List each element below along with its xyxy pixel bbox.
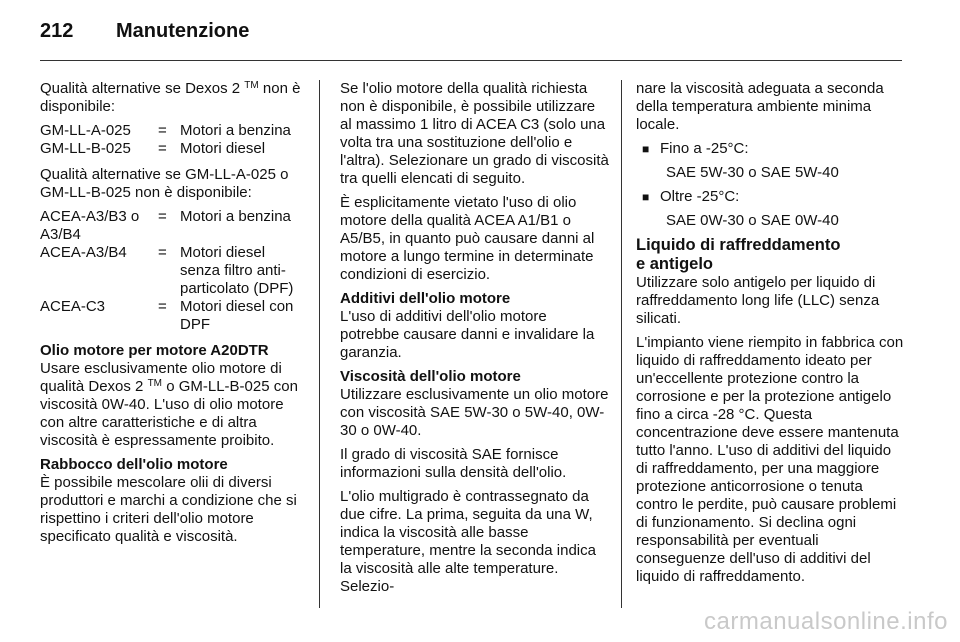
acea-c3-text: Se l'olio motore della qualità richiesta non è disponibile, è possibile utilizzare al massimo 1 litro di ACEA C3 (solo una volta tra una sostituzione dell'olio e l'altra). Selezionare un grado di viscosità tra quelli elencati di seguito.	[340, 80, 609, 187]
table-row: GM-LL-A-025 = Motori a benzina	[40, 122, 291, 139]
bullet-square-icon: ■	[642, 190, 650, 204]
heading-additives: Additivi dell'olio motore	[340, 290, 511, 307]
column-divider-2	[621, 80, 622, 608]
header-rule	[40, 60, 902, 61]
forbidden-text: È esplicitamente vietato l'uso di olio motore della qualità ACEA A1/B1 o A5/B5, in quanto può causare danni al motore a lungo termine in determinate condizioni di esercizio.	[340, 194, 595, 283]
page-title: Manutenzione	[116, 20, 250, 42]
list-item: ■ Fino a -25°C:	[636, 140, 904, 158]
heading-coolant: Liquido di raffreddamento e antigelo	[636, 236, 841, 273]
alt-quality-table-2	[40, 208, 308, 334]
oil-a20dtr-text: Usare esclusivamente olio motore di qualità Dexos 2 ™ o GM-LL-B-025 con viscosità 0W-40. L'uso di olio motore con altre caratteristiche e di altra viscosità è espressamente proibito.	[40, 360, 298, 449]
bullet-value: SAE 0W-30 o SAE 0W-40	[666, 212, 839, 229]
heading-oil-a20dtr: Olio motore per motore A20DTR	[40, 342, 269, 359]
list-item: ■ Oltre -25°C:	[636, 188, 904, 206]
topup-text: È possibile mescolare olii di diversi produttori e marchi a condizione che si rispettino i criteri dell'olio motore specificato qualità e viscosità.	[40, 474, 297, 545]
alt-quality-intro-1: Qualità alternative se Dexos 2 ™ non è disponibile:	[40, 80, 301, 115]
alt-quality-intro-2: Qualità alternative se GM-LL-A-025 o GM-LL-B-025 non è disponibile:	[40, 166, 289, 201]
column-2	[340, 80, 610, 602]
alt-quality-table-1	[40, 122, 291, 158]
heading-topup: Rabbocco dell'olio motore	[40, 456, 228, 473]
bullet-value: SAE 5W-30 o SAE 5W-40	[666, 164, 839, 181]
table-row: GM-LL-B-025 = Motori diesel	[40, 140, 266, 157]
table-row: ACEA-C3 = Motori diesel con DPF	[40, 298, 294, 333]
coolant-text-1: Utilizzare solo antigelo per liquido di raffreddamento long life (LLC) senza silicati.	[636, 274, 880, 327]
viscosity-text: Utilizzare esclusivamente un olio motore con viscosità SAE 5W-30 o 5W-40, 0W-30 o 0W-40.	[340, 386, 609, 439]
column-divider-1	[319, 80, 320, 608]
additives-text: L'uso di additivi dell'olio motore potrebbe causare danni e invalidare la garanzia.	[340, 308, 595, 361]
bullet-square-icon: ■	[642, 142, 650, 156]
coolant-text-2: L'impianto viene riempito in fabbrica con liquido di raffreddamento ideato per un'eccellente protezione contro la corrosione e per la protezione antigelo fino a circa -28 °C. Questa concentrazione deve essere mantenuta tutto l'anno. L'uso di additivi del liquido di raffreddamento, per una maggiore protezione anticorrosione o tenuta contro le perdite, può causare problemi di funzionamento. Si declina ogni responsabilità per eventuali conseguenze dell'uso di additivi del liquido di raffreddamento.	[636, 334, 904, 585]
column-3	[636, 80, 904, 592]
multigrade-text: L'olio multigrado è contrassegnato da due cifre. La prima, seguita da una W, indica la viscosità alle basse temperature, mentre la seconda indica la viscosità alle alte temperature. Selezio-	[340, 488, 596, 595]
grade-text: Il grado di viscosità SAE fornisce informazioni sulla densità dell'olio.	[340, 446, 567, 481]
heading-viscosity: Viscosità dell'olio motore	[340, 368, 521, 385]
watermark: carmanualsonline.info	[704, 608, 948, 635]
table-row: ACEA-A3/B3 o A3/B4 = Motori a benzina	[40, 208, 291, 243]
page-number: 212	[40, 20, 74, 42]
table-row: ACEA-A3/B4 = Motori diesel senza filtro anti-particolato (DPF)	[40, 244, 294, 297]
viscosity-continued-text: nare la viscosità adeguata a seconda della temperatura ambiente minima locale.	[636, 80, 884, 133]
column-1	[40, 80, 308, 552]
